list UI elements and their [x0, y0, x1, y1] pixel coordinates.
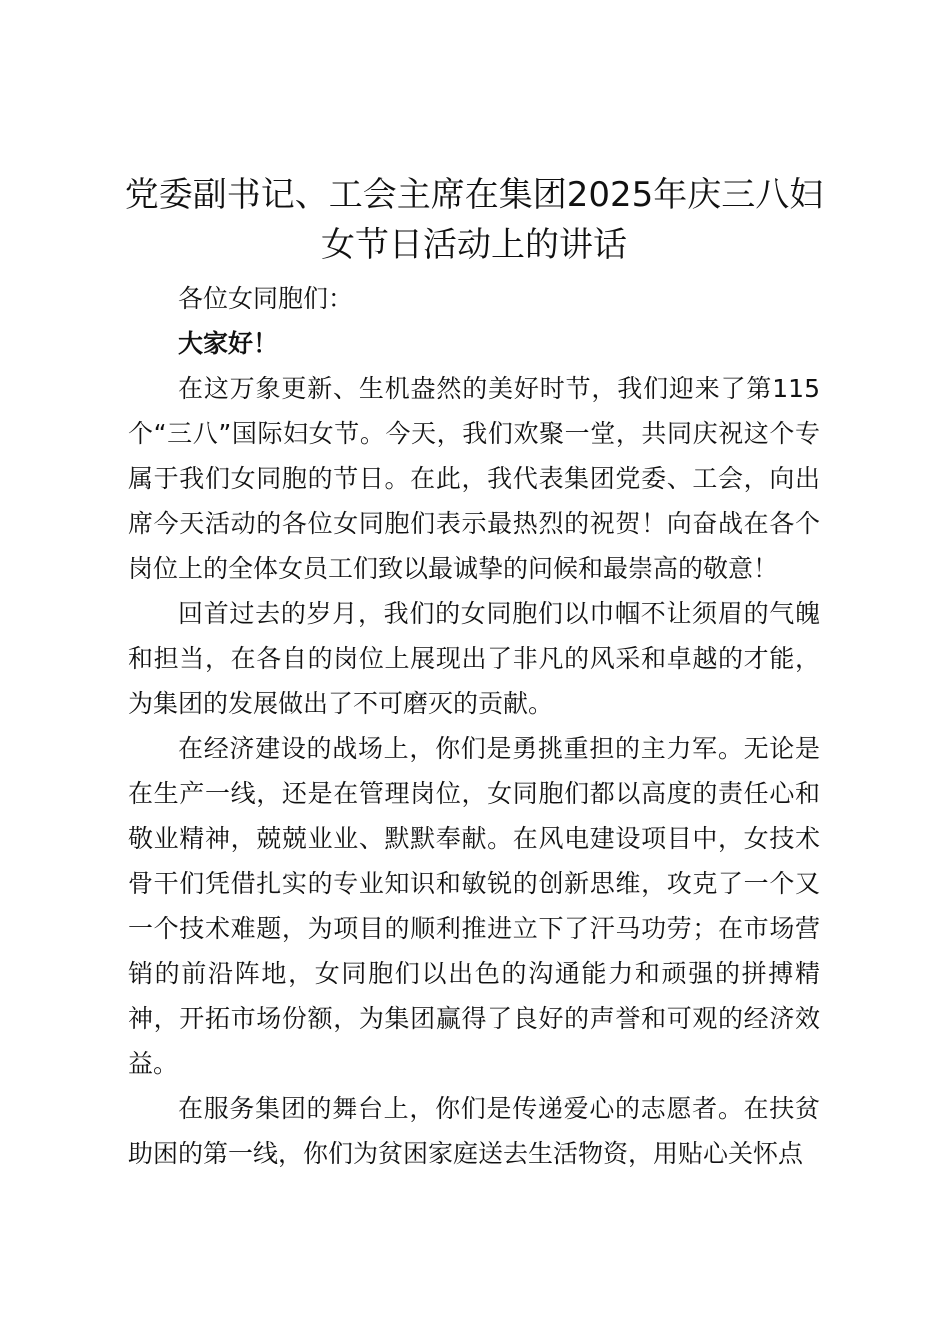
paragraph-4: 在服务集团的舞台上，你们是传递爱心的志愿者。在扶贫助困的第一线，你们为贫困家庭送去生活物资，用贴心关怀点 [128, 1094, 820, 1168]
salutation: 各位女同胞们： [178, 284, 354, 313]
paragraph-3: 在经济建设的战场上，你们是勇挑重担的主力军。无论是在生产一线，还是在管理岗位，女同胞们都以高度的责任心和敬业精神，兢兢业业、默默奉献。在风电建设项目中，女技术骨干们凭借扎实的专业知识和敏锐的创新思维，攻克了一个又一个技术难题，为项目的顺利推进立下了汗马功劳；在市场营销的前沿阵地，女同胞们以出色的沟通能力和顽强的拼搏精神，开拓市场份额，为集团赢得了良好的声誉和可观的经济效益。 [128, 734, 820, 1078]
document-title: 党委副书记、工会主席在集团2025年庆三八妇女节日活动上的讲话 [124, 175, 824, 265]
document-body [124, 170, 824, 1176]
greeting: 大家好！ [178, 329, 279, 358]
paragraph-2: 回首过去的岁月，我们的女同胞们以巾帼不让须眉的气魄和担当，在各自的岗位上展现出了非凡的风采和卓越的才能，为集团的发展做出了不可磨灭的贡献。 [128, 599, 820, 718]
paragraph-1: 在这万象更新、生机盎然的美好时节，我们迎来了第115个“三八”国际妇女节。今天，我们欢聚一堂，共同庆祝这个专属于我们女同胞的节日。在此，我代表集团党委、工会，向出席今天活动的各位女同胞们表示最热烈的祝贺！向奋战在各个岗位上的全体女员工们致以最诚挚的问候和最崇高的敬意！ [128, 374, 820, 583]
